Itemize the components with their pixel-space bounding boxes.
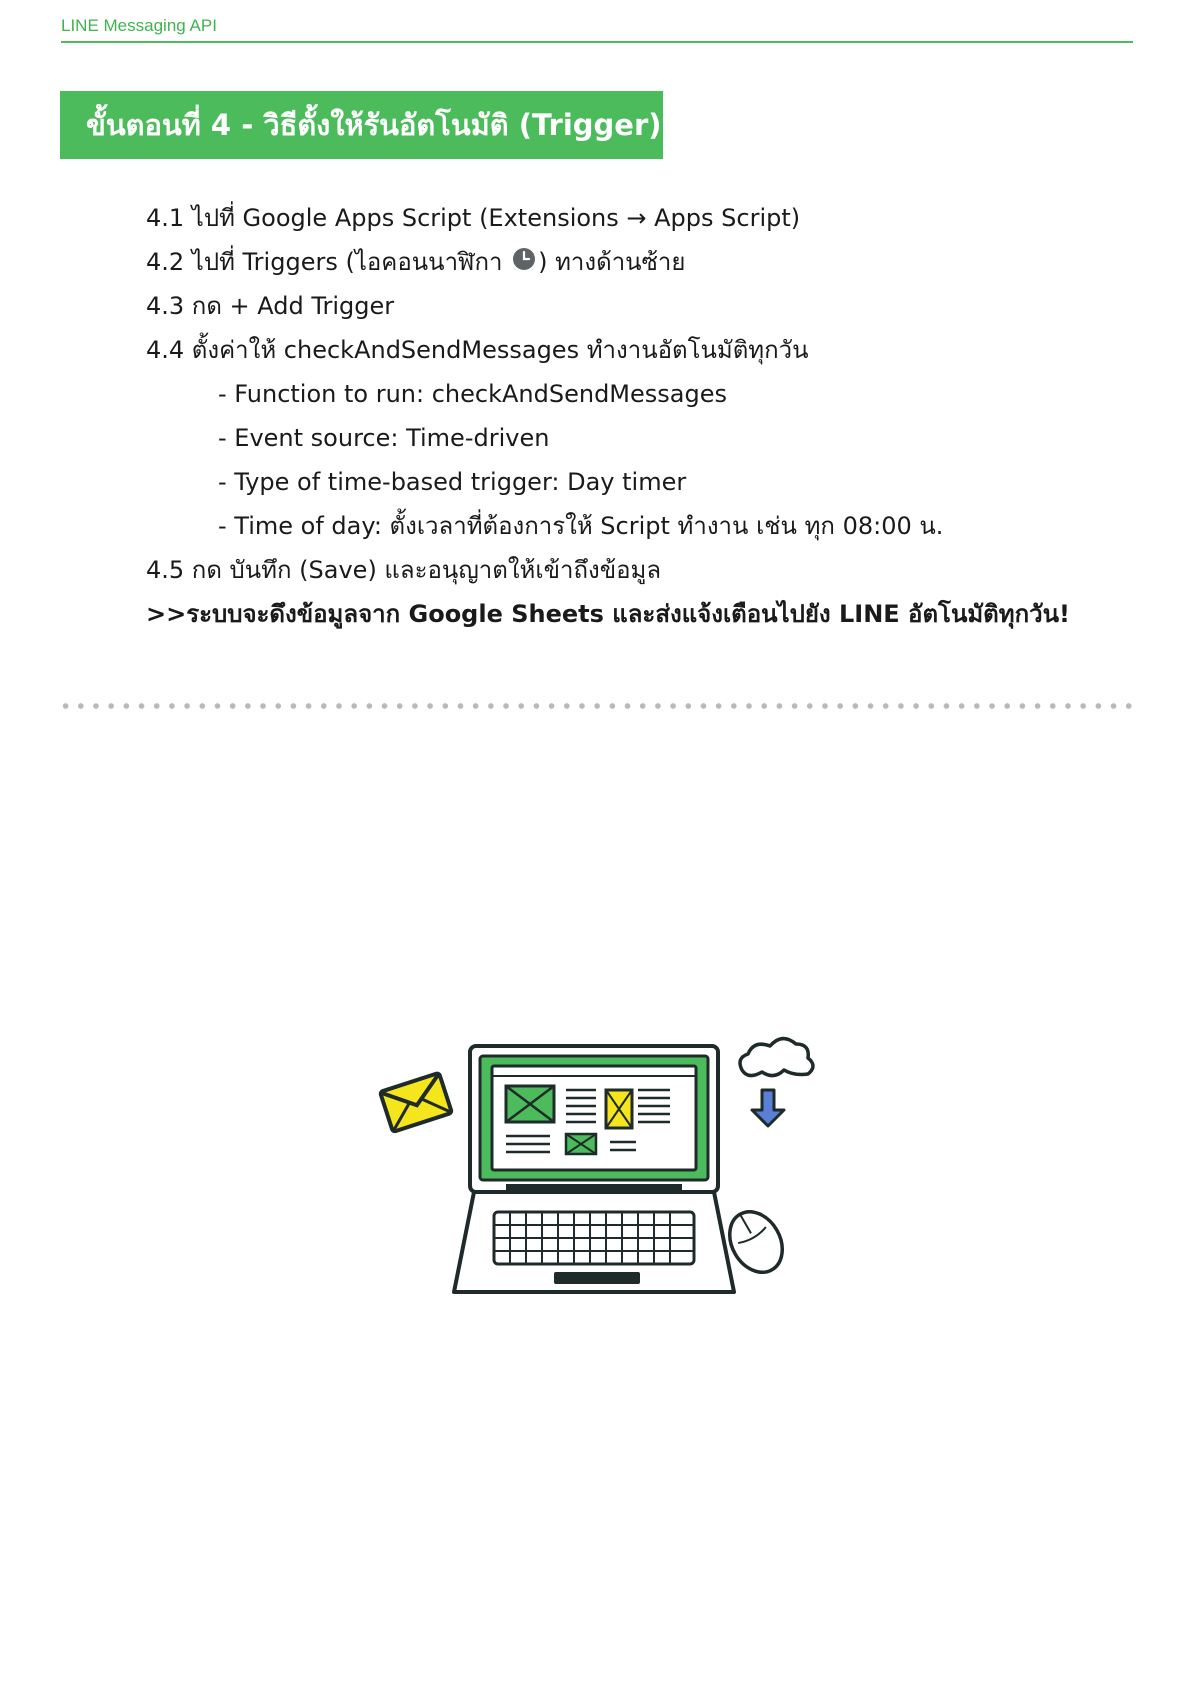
- laptop-keyboard: [454, 1192, 734, 1292]
- step-4-2: [146, 240, 1136, 284]
- step-4-4: 4.4 ตั้งค่าให้ checkAndSendMessages ทำงานอัตโนมัติทุกวัน: [146, 336, 809, 364]
- step-4-4-trigger-type: - Type of time-based trigger: Day timer: [218, 468, 687, 496]
- clock-icon: [512, 241, 536, 285]
- dotted-divider: [58, 702, 1134, 710]
- step-4-2-suffix: ) ทางด้านซ้าย: [538, 248, 686, 276]
- section-title-banner: [60, 91, 663, 159]
- cloud-icon: [740, 1038, 813, 1075]
- step-4-4-time-of-day: - Time of day: ตั้งเวลาที่ต้องการให้ Script ทำงาน เช่น ทุก 08:00 น.: [218, 512, 944, 540]
- envelope-icon: [380, 1073, 452, 1132]
- laptop-illustration: [370, 1030, 830, 1300]
- step-4-3: 4.3 กด + Add Trigger: [146, 292, 395, 320]
- header-divider: [61, 41, 1133, 43]
- result-note: >>ระบบจะดึงข้อมูลจาก Google Sheets และส่งแจ้งเตือนไปยัง LINE อัตโนมัติทุกวัน!: [146, 600, 1070, 628]
- download-arrow-icon: [752, 1090, 784, 1126]
- step-4-2-prefix: 4.2 ไปที่ Triggers (ไอคอนนาฬิกา: [146, 248, 511, 276]
- step-4-4-event-source: - Event source: Time-driven: [218, 424, 550, 452]
- step-4-4-function: - Function to run: checkAndSendMessages: [218, 380, 727, 408]
- step-4-5: 4.5 กด บันทึก (Save) และอนุญาตให้เข้าถึงข้อมูล: [146, 556, 662, 584]
- step-4-1: 4.1 ไปที่ Google Apps Script (Extensions → Apps Script): [146, 204, 801, 232]
- header-label: LINE Messaging API: [61, 16, 217, 35]
- steps-list: [146, 196, 1136, 636]
- section-title: ขั้นตอนที่ 4 - วิธีตั้งให้รันอัตโนมัติ (Trigger): [86, 108, 662, 142]
- laptop-screen: [470, 1046, 718, 1192]
